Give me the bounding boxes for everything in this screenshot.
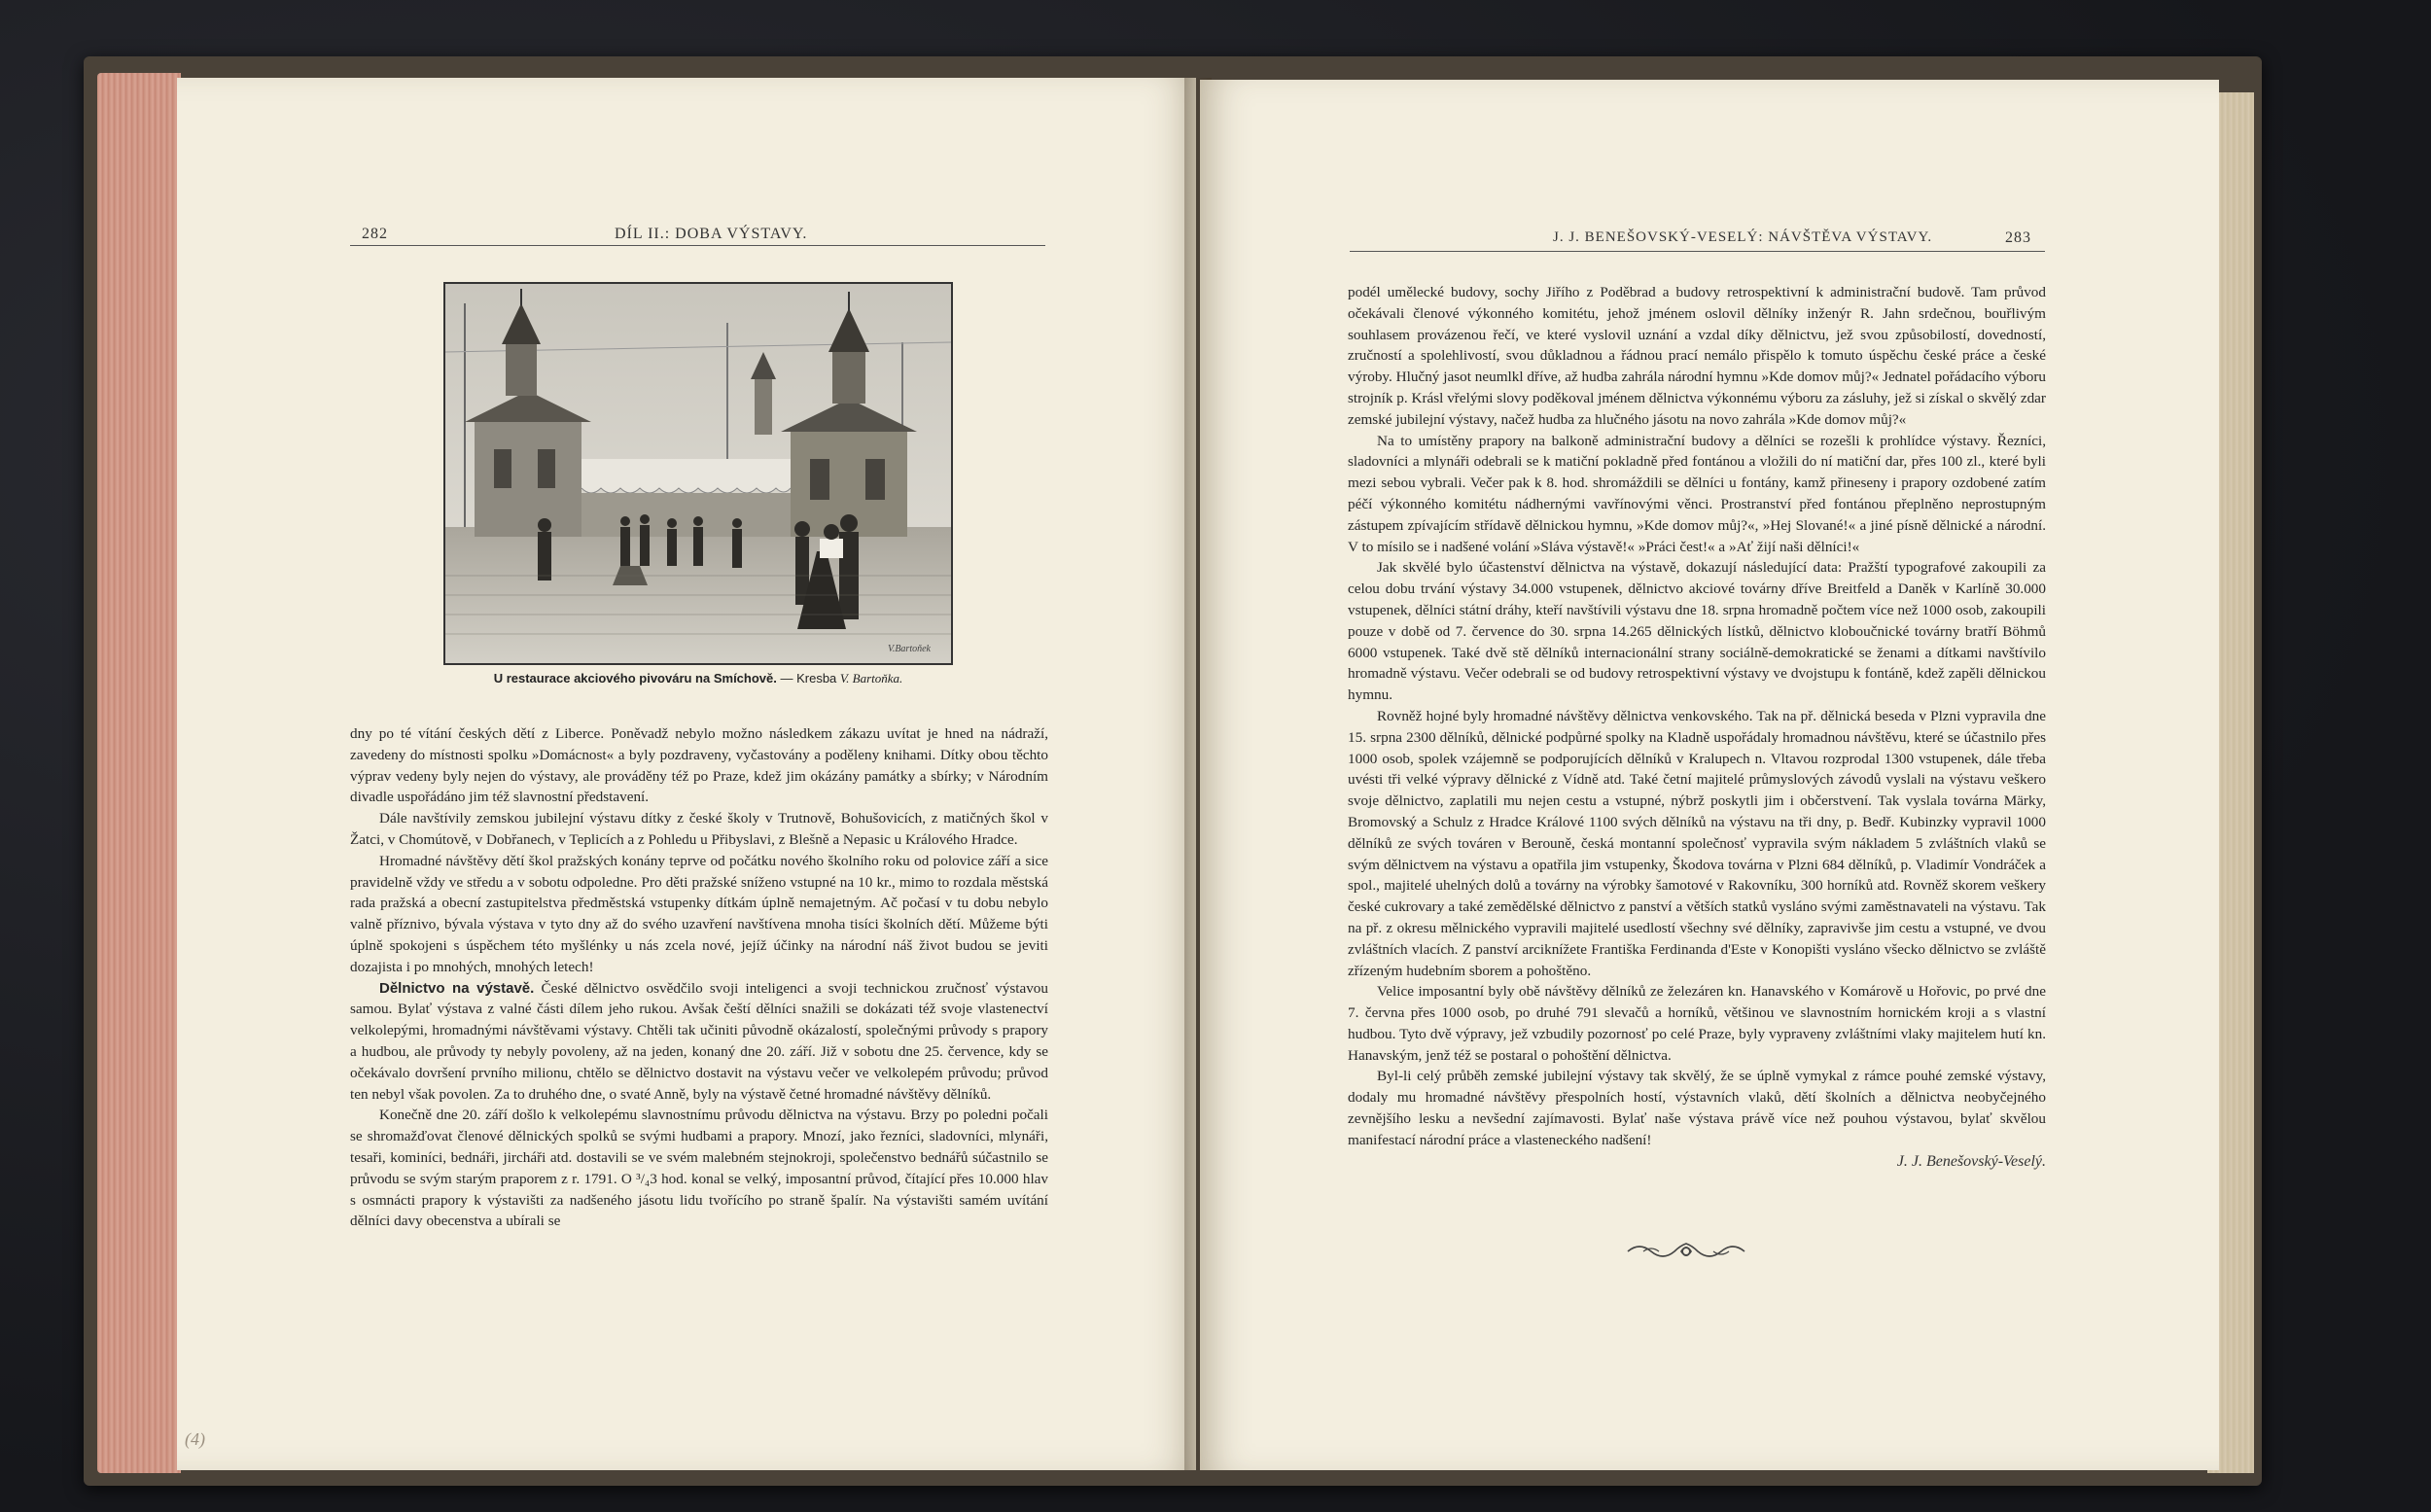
right-body-text <box>1348 282 2046 1177</box>
caption-credit: — Kresba <box>776 671 840 686</box>
paragraph: Velice imposantní byly obě návštěvy dělníků ze železáren kn. Hanavského v Komárově u Hořovic, po prvé dne 7. června přes 1000 osob, po druhé 791 slevačů a horníků, většinou ve slavnostním hornickém kroji a s vlastní hudbou. Tyto dvě výpravy, jež vzbudily pozornosť po celé Praze, byly vypraveny zvláštními vlaky majitelem hutí kn. Hanavským, jenž též se postaral o pohoštění dělnictva. <box>1348 983 2046 1064</box>
illustration-engraving <box>445 284 951 663</box>
right-page-number: 283 <box>2005 229 2031 246</box>
caption-title: U restaurace akciového pivováru na Smíchově. <box>493 671 777 686</box>
paragraph: Byl-li celý průběh zemské jubilejní výstavy tak skvělý, že se úplně vymykal z rámce pouhé zemské výstavy, dodaly mu hromadné návštěvy přespolních hostí, výstavních vlaků, dětí školních a dělnictva neobyčejného zevnějšího lesku a nevšední zajímavosti. Bylať naše výstava právě více než pouhou výstavou, bylať skvělou manifestací národní práce a vlasteneckého nadšení! <box>1348 1068 2046 1148</box>
paragraph: Rovněž hojné byly hromadné návštěvy dělnictva venkovského. Tak na př. dělnická beseda v Plzni vypravila dne 15. srpna 2300 dělníků, dělnické podpůrné spolky na Kladně uspořádaly hromadnou návštěvu, které se účastnilo přes 1000 osob, spolek vzájemně se podporujících dělníků v Kralupech n. Vltavou rozprodal 1300 vstupenek, dále třeba uvésti tři velké výpravy dělnické z Vídně atd. Také četní majitelé průmyslových závodů vyslali na výstavu veškero svoje dělnictvo, zaplatili mu nejen cestu a vstupné, nýbrž poskytli jim i občerstvení. Tak vyslala továrna Märky, Bromovský a Schulz z Hradce Králové 1100 svých dělníků na výstavu na tři dny, p. Bedř. Kubinzky vypravil 1000 dělníků ze svých továren v Berouně, česká montanní společnosť vypravila svým nákladem 5 zvláštních vlaků se svým dělnictvem na výstavu a opatřila jim vstupenky, Škodova továrna v Plzni 684 dělníků, p. Vladimír Vondráček a spol., majitelé uhelných dolů a továrny na výrobky šamotové v Rakovníku, 300 horníků atd. Rovněž skorem veškery české cukrovary a také zemědělské dělnictvo z panství a větších statků vysláno svými zaměstnavateli na výstavu. Tak na př. z okresu mělnického vypravili majitelé usedlostí všechny své dělníky, zapravivše jim cestu a vstupné, ve dvou zvláštních vlacích. Z panství arciknížete Františka Ferdinanda d'Este v Konopišti vysláno všecko dělnictvo se zvláště zřízeným hudebním sborem a pohoštěno. <box>1348 707 2046 979</box>
artist-signature: V.Bartoňek <box>888 644 931 654</box>
page-edges-left <box>97 73 181 1473</box>
illustration-restaurant <box>443 282 953 665</box>
left-running-head: DÍL II.: DOBA VÝSTAVY. <box>615 226 808 242</box>
paragraph: Hromadné návštěvy dětí škol pražských konány teprve od počátku nového školního roku od polovice září a sice pravidelně vždy ve středu a v sobotu odpoledne. Pro děti pražské sníženo vstupné na 10 kr., mimo to rozdala městská rada pražská a obecní zastupitelstva předměstská vstupenky dítkám úplně nemajetným. Ač počasí v tu dobu nebylo valně příznivo, bývala výstava v tyto dny až do svého uzavření navštívena mnoha tisíci školních dětí. Můžeme býti úplně spokojeni s úspěchem této myšlénky u nás zcela nové, jejíž účinky na národní náš život budou se jeviti dozajista i po mnohých, mnohých letech! <box>350 852 1048 975</box>
paragraph-workers <box>350 978 1048 1106</box>
paragraph: dny po té vítání českých dětí z Liberce. Poněvadž nebylo možno následkem zákazu uvítat je hned na nádraží, zavedeny do místnosti spolku »Domácnost« a byly pozdraveny, vyčastovány a poděleny knihami. Dítky obou těchto výprav vedeny byly nejen do výstavy, ale prováděny též po Praze, kdež jim okázány památky a sbírky; v Národním divadle uspořádáno jim též slavnostní představení. <box>350 725 1048 806</box>
paragraph: podél umělecké budovy, sochy Jiřího z Poděbrad a budovy retrospektivní k administrační budově. Tam průvod očekávali členové výkonného komitétu, jehož jménem oslovil dělníky inženýr R. Jahn srdečnou, bouřlivým souhlasem provázenou řečí, ve které vyslovil uznání a vzdal díky dělnictvu, jež svou způsobilostí, dovedností, zručností a spolehlivostí, svou důkladnou a řádnou prací nemálo přispělo k tomuto úspěchu české práce a české výroby. Hlučný jasot neumlkl dříve, až hudba zahrála národní hymnu »Kde domov můj?« Jednatel pořádacího výboru strojník p. Krásl vřelými slovy poděkoval jménem dělnictva výkonnému výboru za zásluhy, jež si získal o skvělý zdar zemské jubilejní výstavy, načež hudba za hlučného jásotu na novo zahrála »Kde domov můj?« <box>1348 284 2046 428</box>
section-heading: Dělnictvo na výstavě. <box>379 979 535 997</box>
left-body-text <box>350 723 1048 1232</box>
paragraph: Konečně dne 20. září došlo k velkolepému slavnostnímu průvodu dělnictva na výstavu. Brzy po poledni počali se shromažďovat členové dělnických spolků se svými hudbami a prapory. Mnozí, jako řezníci, sladovníci, mlynáři, tesaři, kominíci, bednáři, jircháři atd. dostavili se ve svém malebném stejnokroji, společenstvo bednářů súčastnilo se průvodu se svým starým praporem z r. 1791. O ³/₄3 hod. konal se velký, imposantní průvod, čítající přes 10.000 hlav s osmnácti prapory k výstavišti za nadšeného jásotu lidu tvořícího po straně špalír. Na výstavišti samém uvítání dělníci davy obecenstva a ubírali se <box>350 1107 1048 1230</box>
paragraph: Na to umístěny prapory na balkoně administrační budovy a dělníci se rozešli k prohlídce výstavy. Řezníci, sladovníci a mlynáři odebrali se k matiční pokladně před fontánou a vložili do ní matiční dar, přes 100 zl., které byli mezi sebou vybrali. Večer pak k 8. hod. shromáždili se dělníci u fontány, kamž přineseny i prapory ozdobené zatím péčí výkonného komitétu nádhernými vavřínovými věnci. Prostranství před fontánou přeplněno neprostupným zástupem zpívajícím střídavě dělnickou hymnu, »Kde domov můj?«, »Hej Slované!« a jiné písně dělnické a národní. V to mísilo se i nadšené volání »Sláva výstavě!« »Práci čest!« a »Ať žijí naši dělníci!« <box>1348 432 2046 555</box>
caption-artist: V. Bartoňka. <box>839 671 903 686</box>
paragraph-body: České dělnictvo osvědčilo svoji inteligenci a svoji technickou zručnosť výstavou samou. Bylať výstava z valné části dílem jeho rukou. Avšak čeští dělníci snažili se dokázati též svoje vlastenectví velkolepými, hromadnými návštěvami výstavy. Chtěli tak učiniti původně okázalostí, společnými průvody s prapory a hudbou, ale průvody ty nebyly povoleny, až na jeden, konaný dne 20. září. Již v sobotu dne 25. července, kdy se očekávalo dovršení prvního milionu, chtělo se dělnictvo dostavit na výstavu večer ve velkolepém průvodu; průvod ten nebyl však povolen. Za to druhého dne, o svaté Anně, byly na výstavě četné hromadné návštěvy dělníků. <box>350 979 1048 1103</box>
paragraph: Jak skvělé bylo účastenství dělnictva na výstavě, dokazují následující data: Pražští typografové zakoupili za celou dobu trvání výstavy 34.000 vstupenek, dělnictvo akciové továrny dříve Breitfeld a Daněk v Karlíně 30.000 vstupenek, dělníci státní dráhy, kteří navštívili výstavu dne 18. srpna hromadně počtem více než 1000 osob, zakoupili pouze v době od 7. července do 30. srpna 14.265 dělnických lístků, dělnictvo kloboučnické továrny bratří Böhmů 6000 vstupenek. Také dvě stě dělníků internacionální strany sociálně-demokratické se ženami a dítkami navštívilo hromadně výstavu. Večer odebrali se od budovy retrospektivní výstavy ve dvojstupu k fontáně, kdež zapěli dělnickou hymnu. <box>1348 559 2046 704</box>
left-head-rule <box>350 245 1045 246</box>
pencil-mark: (4) <box>185 1429 205 1449</box>
paragraph: Dále navštívily zemskou jubilejní výstavu dítky z české školy v Trutnově, Bohušovicích, z matičných škol v Žatci, v Chomútově, v Dobřanech, v Teplicích a z Pohledu u Přibyslavi, z Blešně a Nepasic u Králového Hradce. <box>350 810 1048 848</box>
left-page-number: 282 <box>362 226 388 242</box>
author-signature: J. J. Benešovský-Veselý. <box>1896 1152 2046 1170</box>
right-running-head: J. J. BENEŠOVSKÝ-VESELÝ: NÁVŠTĚVA VÝSTAVY. <box>1553 229 1933 245</box>
ornament-icon <box>1624 1237 1748 1266</box>
right-head-rule <box>1350 251 2045 252</box>
figure-caption <box>443 671 953 686</box>
